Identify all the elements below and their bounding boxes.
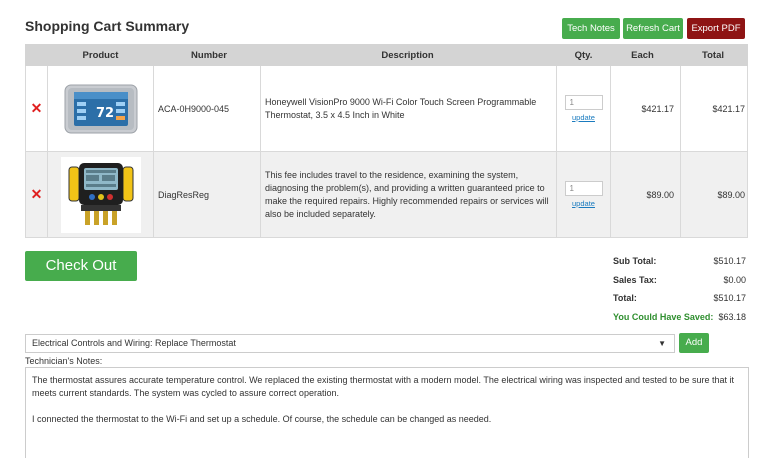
quantity-input[interactable]: 1 (565, 181, 603, 196)
column-header-number: Number (154, 45, 261, 66)
add-note-button[interactable]: Add (679, 333, 709, 353)
unit-price: $89.00 (611, 152, 681, 238)
technician-notes-label: Technician's Notes: (25, 356, 103, 366)
thermostat-image (61, 71, 141, 147)
column-header-description: Description (261, 45, 557, 66)
sales-tax-label: Sales Tax: (613, 274, 657, 285)
savings-label: You Could Have Saved: (613, 311, 714, 322)
line-total: $421.17 (681, 66, 748, 152)
checkout-button[interactable]: Check Out (25, 251, 137, 281)
table-header-row (26, 45, 748, 66)
unit-price: $421.17 (611, 66, 681, 152)
table-row (26, 66, 748, 152)
total-value: $510.17 (713, 293, 746, 303)
qty-cell (557, 66, 611, 152)
product-image-cell (48, 66, 154, 152)
manifold-gauge-product-image (61, 157, 141, 233)
order-summary (613, 256, 748, 330)
manifold-gauge-image (61, 157, 141, 233)
column-header-qty: Qty. (557, 45, 611, 66)
product-image-cell (48, 152, 154, 238)
delete-item-icon[interactable]: ✕ (30, 100, 43, 116)
column-header-delete (26, 45, 48, 66)
subtotal-value: $510.17 (713, 256, 746, 266)
total-label: Total: (613, 293, 637, 303)
column-header-total: Total (681, 45, 748, 66)
savings-value: $63.18 (718, 311, 746, 322)
product-number: ACA-0H9000-045 (154, 66, 261, 152)
note-template-select[interactable] (25, 334, 675, 353)
product-description: This fee includes travel to the residence, examining the system, diagnosing the problem(s), and providing a written guaranteed price to make the required repairs. Highly recommended repairs or services will also be included separately. (261, 152, 557, 238)
thermostat-display-temp: 72 (95, 105, 114, 121)
line-total: $89.00 (681, 152, 748, 238)
page-title: Shopping Cart Summary (25, 18, 190, 34)
notes-paragraph: I connected the thermostat to the Wi-Fi and set up a schedule. Of course, the schedule can be changed as needed. (32, 414, 492, 424)
qty-cell (557, 152, 611, 238)
column-header-product: Product (48, 45, 154, 66)
sales-tax-value: $0.00 (723, 274, 746, 285)
subtotal-label: Sub Total: (613, 256, 657, 266)
technician-notes-textarea[interactable] (25, 367, 749, 458)
refresh-cart-button[interactable]: Refresh Cart (623, 18, 683, 39)
notes-paragraph: The thermostat assures accurate temperature control. We replaced the existing thermostat with a modern model. The electrical wiring was inspected and tested to be sure that it meets current standards. The system was cycled to assure correct operation. (32, 375, 735, 398)
product-number: DiagResReg (154, 152, 261, 238)
delete-cell (26, 152, 48, 238)
export-pdf-button[interactable]: Export PDF (687, 18, 745, 39)
product-description: Honeywell VisionPro 9000 Wi-Fi Color Touch Screen Programmable Thermostat, 3.5 x 4.5 Inch in White (261, 66, 557, 152)
cart-table (25, 44, 748, 238)
delete-cell (26, 66, 48, 152)
note-template-selected: Electrical Controls and Wiring: Replace Thermostat (32, 338, 236, 348)
subtotal-row (613, 256, 748, 275)
savings-row (613, 312, 748, 331)
chevron-down-icon: ▼ (658, 339, 666, 348)
tech-notes-button[interactable]: Tech Notes (562, 18, 620, 39)
column-header-each: Each (611, 45, 681, 66)
sales-tax-row (613, 275, 748, 294)
table-row (26, 152, 748, 238)
quantity-input[interactable]: 1 (565, 95, 603, 110)
update-qty-link[interactable]: update (572, 199, 595, 208)
thermostat-product-image (61, 71, 141, 147)
total-row (613, 293, 748, 312)
delete-item-icon[interactable]: ✕ (30, 186, 43, 202)
update-qty-link[interactable]: update (572, 113, 595, 122)
